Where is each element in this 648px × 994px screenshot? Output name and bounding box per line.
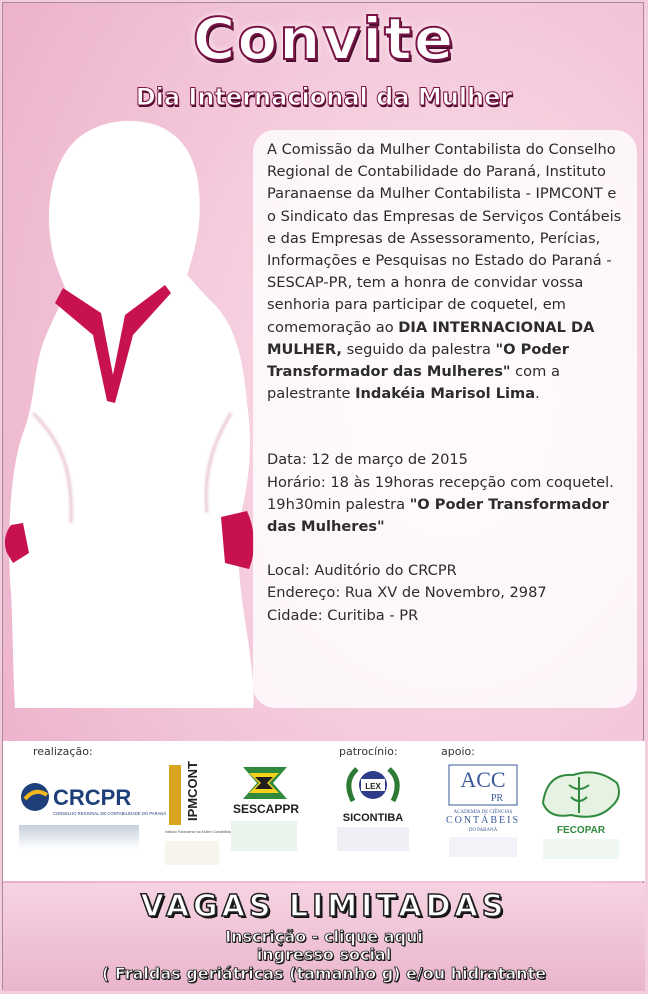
acc-name: ACC <box>460 767 506 792</box>
crcpr-name: CRCPR <box>53 785 132 810</box>
ipmcont-figure-icon <box>169 765 181 825</box>
city-line: Cidade: Curitiba - PR <box>267 606 419 624</box>
patrocinio-label: patrocínio: <box>339 745 398 758</box>
sponsors-band <box>3 741 645 881</box>
sicontiba-name: SICONTIBA <box>342 812 404 824</box>
invitation-text <box>267 139 629 627</box>
date-line: Data: 12 de março de 2015 <box>267 451 468 469</box>
silhouette-body <box>9 121 254 708</box>
time-line: Horário: 18 às 19horas recepção com coquetel. <box>267 473 614 491</box>
page-title: Convite <box>192 5 456 73</box>
ingresso-social: ingresso social <box>256 945 392 964</box>
followed-by-text: seguido da palestra <box>346 340 491 358</box>
acc-line3: DO PARANÁ <box>468 828 498 833</box>
sescap-name: SESCAPPR <box>233 802 300 816</box>
woman-silhouette-illustration <box>3 113 263 713</box>
inscricao-link[interactable]: Inscrição - clique aqui <box>225 927 423 946</box>
footer-banner <box>3 883 645 991</box>
sicontiba-badge: LEX <box>365 782 381 791</box>
invitation-card <box>2 2 644 990</box>
realizacao-label: realização: <box>33 745 93 758</box>
address-line: Endereço: Rua XV de Novembro, 2987 <box>267 584 547 602</box>
speaker-name: Indakéia Marisol Lima <box>355 385 536 403</box>
acc-pr: PR <box>490 793 504 804</box>
fecopar-name: FECOPAR <box>556 825 606 836</box>
ipmcont-name: IPMCONT <box>185 761 200 821</box>
period: . <box>535 385 540 403</box>
apoio-label: apoio: <box>441 745 475 758</box>
intro-text: A Comissão da Mulher Contabilista do Conselho Regional de Contabilidade do Paraná, Instituto Paranaense da Mulher Contabilista - IPMCONT e o Sindicato das Empresas de Serviços Contábeis e das Empresas de Assessoramento, Perícias, Informações e Pesquisas no Estado do Paraná - SESCAP-PR, tem a honra de convidar vossa senhoria para participar de coquetel, em comemoração ao <box>267 141 622 336</box>
ipmcont-sub: Instituto Paranaense da Mulher Contabilista <box>165 830 231 834</box>
parana-map-icon <box>543 772 619 816</box>
acc-logo <box>441 761 525 871</box>
acc-line2: CONTÁBEIS <box>445 815 521 826</box>
page-subtitle: Dia Internacional da Mulher <box>135 83 513 111</box>
ipmcont-logo <box>163 761 231 871</box>
crcpr-sub: CONSELHO REGIONAL DE CONTABILIDADE DO PARANÁ <box>53 811 167 816</box>
sicontiba-logo <box>333 761 413 871</box>
event-name: DIA INTERNACIONAL DA MULHER, <box>267 318 595 358</box>
fraldas-note: ( Fraldas geriátricas (tamanho g) e/ou hidratante <box>101 964 547 983</box>
talk-time: 19h30min palestra <box>267 495 406 513</box>
right-cuff-shape <box>221 511 254 569</box>
local-line: Local: Auditório do CRCPR <box>267 562 457 580</box>
crcpr-logo <box>15 767 167 857</box>
talk-title: "O Poder Transformador das Mulheres" <box>267 340 569 381</box>
fecopar-logo <box>537 763 625 871</box>
invitation-paragraph <box>267 139 629 405</box>
sescap-logo <box>229 761 301 871</box>
talk-title-2: "O Poder Transformador das Mulheres" <box>267 495 609 536</box>
acc-line1: ACADEMIA DE CIÊNCIAS <box>453 810 513 815</box>
talk-time-line <box>267 494 629 538</box>
with-speaker-text: com a palestrante <box>267 363 560 403</box>
vagas-limitadas: VAGAS LIMITADAS <box>140 889 508 924</box>
